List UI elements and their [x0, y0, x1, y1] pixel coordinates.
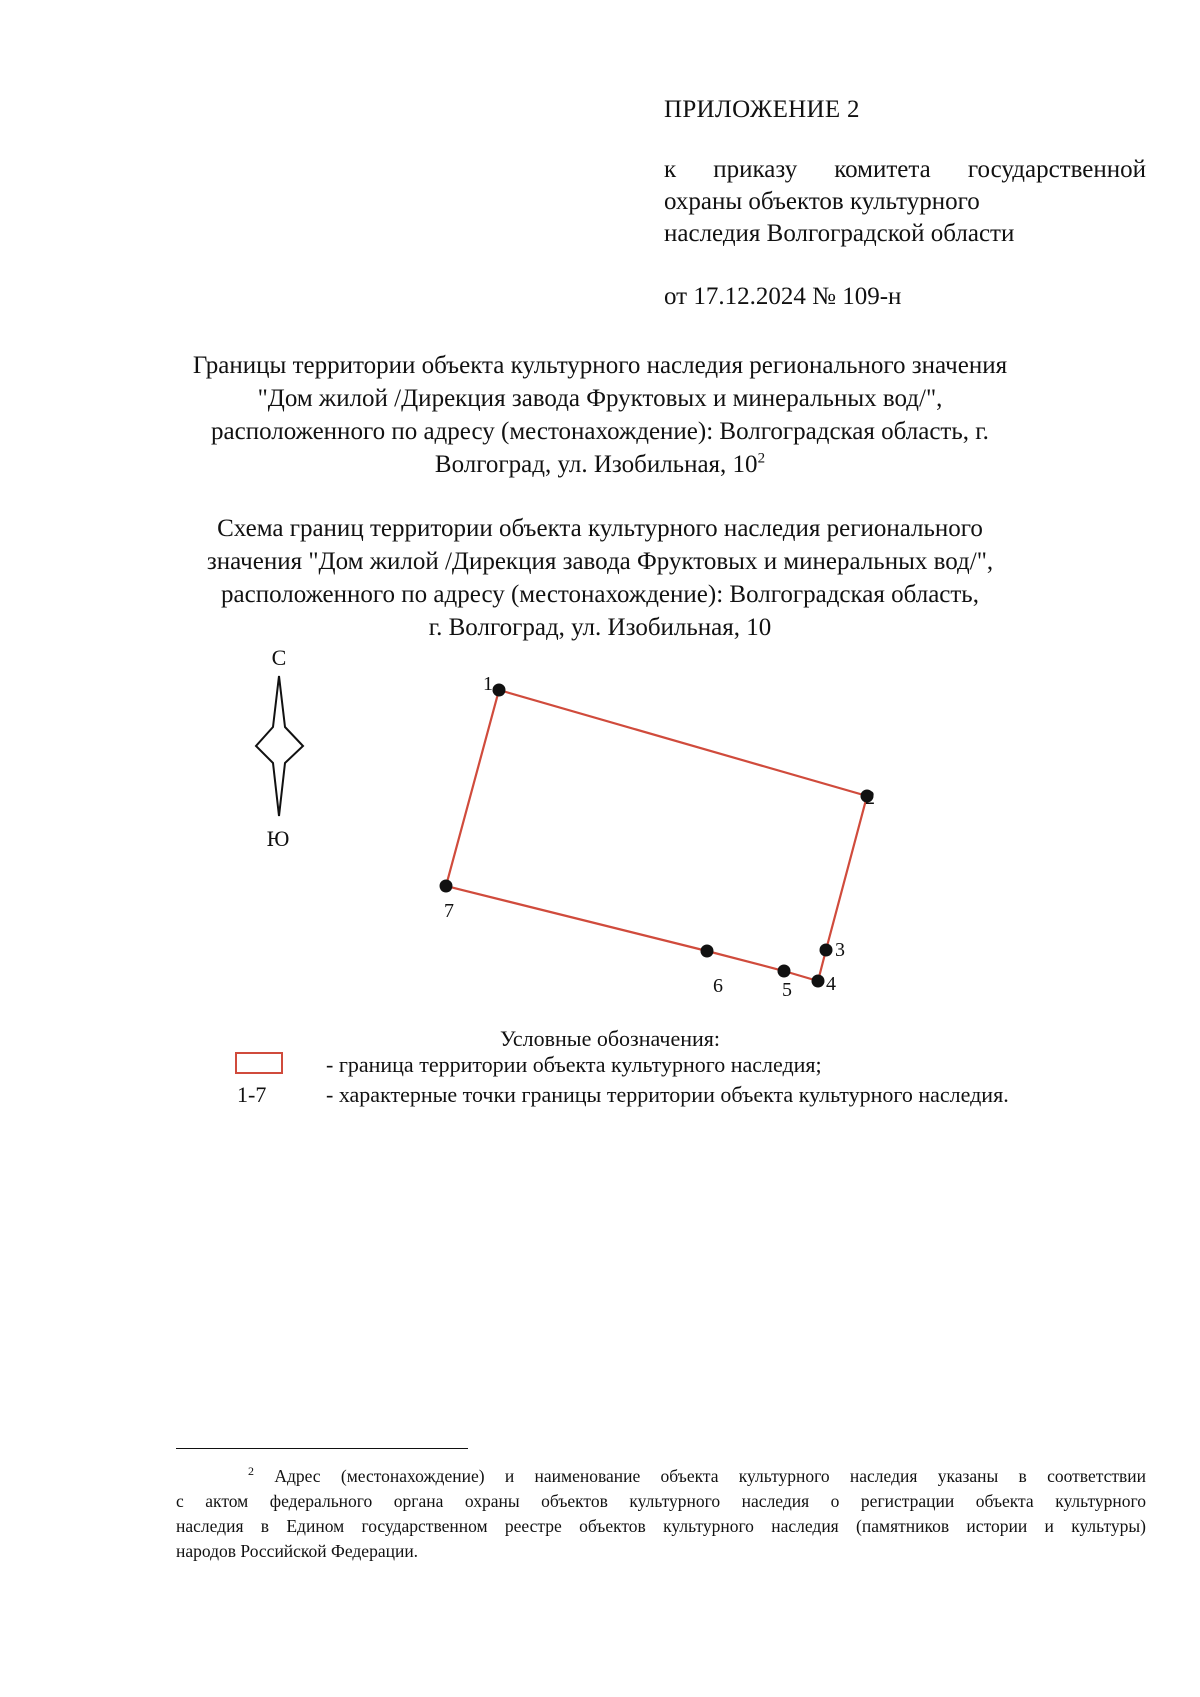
scheme-title-line: Схема границ территории объекта культурного наследия регионального — [217, 515, 983, 542]
order-reference-line: охраны объектов культурного — [664, 188, 980, 215]
compass-south-label: Ю — [266, 826, 290, 851]
title-line: Границы территории объекта культурного наследия регионального значения — [192, 352, 1008, 379]
title-line: "Дом жилой /Дирекция завода Фруктовых и минеральных вод/", — [257, 385, 943, 412]
footnote-line: с актом федерального органа охраны объектов культурного наследия о регистрации объекта культурного — [176, 1491, 1146, 1511]
boundary-point-5 — [778, 965, 791, 978]
point-label: 2 — [865, 787, 875, 809]
compass-north-label: С — [271, 645, 287, 670]
legend-points-symbol: 1-7 — [237, 1082, 267, 1107]
legend-item-boundary: - граница территории объекта культурного наследия; — [326, 1052, 822, 1077]
boundary-point-3 — [820, 944, 833, 957]
legend-title: Условные обозначения: — [499, 1026, 721, 1051]
footnote-line — [176, 1464, 1146, 1489]
point-label: 7 — [444, 900, 454, 922]
scheme-title-line: значения "Дом жилой /Дирекция завода Фруктовых и минеральных вод/", — [206, 548, 994, 575]
boundary-point-6 — [701, 945, 714, 958]
legend-boundary-symbol — [235, 1052, 283, 1074]
point-label: 1 — [483, 673, 493, 695]
footnote-reference: 2 — [757, 450, 766, 467]
point-label: 3 — [835, 939, 845, 961]
footnote-line: народов Российской Федерации. — [176, 1541, 419, 1561]
boundary-point-7 — [440, 880, 453, 893]
boundary-point-4 — [812, 975, 825, 988]
compass-icon — [256, 676, 303, 816]
scheme-title-line: г. Волгоград, ул. Изобильная, 10 — [428, 614, 772, 641]
boundary-polygon — [446, 690, 867, 981]
footnote-mark: 2 — [248, 1464, 254, 1479]
point-label: 6 — [713, 975, 723, 997]
scheme-title-line: расположенного по адресу (местонахождение): Волгоградская область, — [221, 581, 979, 608]
title-line: расположенного по адресу (местонахождение): Волгоградская область, г. — [211, 418, 989, 445]
legend-item-points: - характерные точки границы территории объекта культурного наследия. — [326, 1082, 1009, 1107]
boundary-point-1 — [493, 684, 506, 697]
footnote-line: наследия в Едином государственном реестре объектов культурного наследия (памятников истории и культуры) — [176, 1516, 1146, 1536]
point-label: 5 — [782, 979, 792, 1001]
title-line-text: Волгоград, ул. Изобильная, 10 — [434, 451, 758, 478]
footnote-line-text: Адрес (местонахождение) и наименование объекта культурного наследия указаны в соответствии — [274, 1466, 1147, 1486]
point-label: 4 — [826, 973, 836, 995]
order-reference-line: наследия Волгоградской области — [664, 220, 1015, 247]
appendix-title: ПРИЛОЖЕНИЕ 2 — [664, 96, 860, 123]
order-reference-line: к приказу комитета государственной — [664, 156, 1146, 183]
footnote-separator — [176, 1448, 468, 1449]
order-date: от 17.12.2024 № 109-н — [664, 283, 902, 310]
footnote — [176, 1464, 1146, 1564]
